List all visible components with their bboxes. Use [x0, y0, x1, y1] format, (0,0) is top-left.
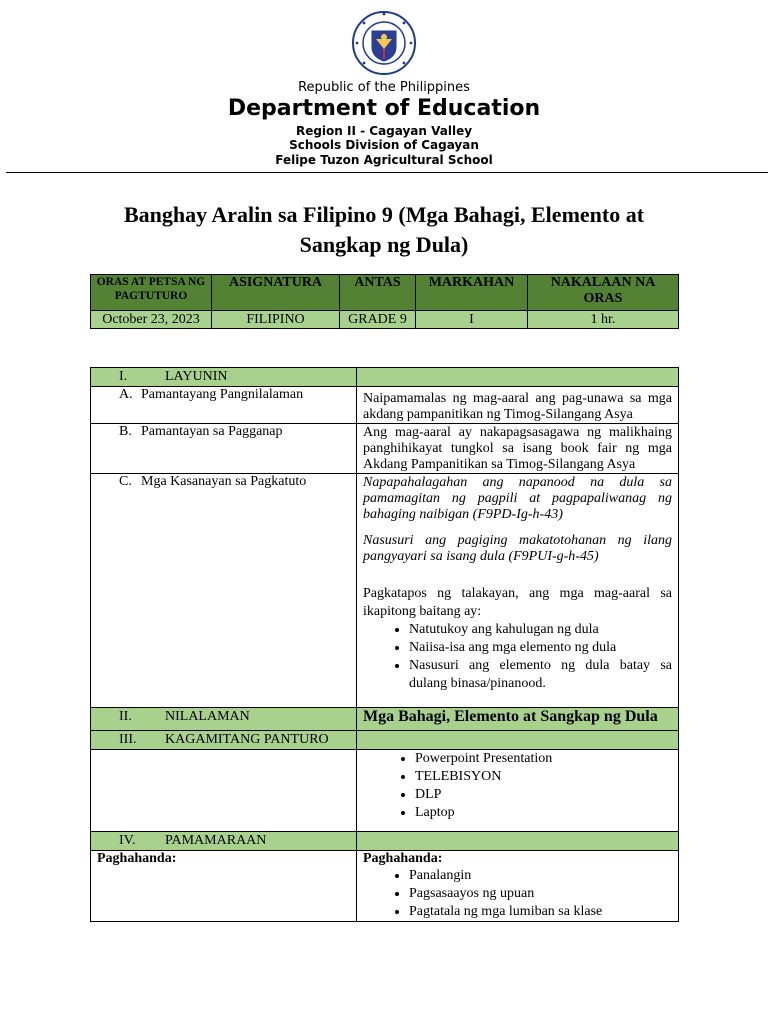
procedure-heading: Paghahanda: — [97, 851, 177, 866]
section-number: II. — [119, 709, 132, 724]
section-row-layunin — [91, 368, 679, 387]
header-divider — [6, 172, 768, 173]
schedule-header-cell: NAKALAAN NA ORAS — [528, 275, 679, 311]
lesson-plan-table — [90, 367, 679, 922]
section-label: KAGAMITANG PANTURO — [165, 732, 329, 747]
document-title-line2: Sangkap ng Dula) — [299, 232, 469, 257]
school-label: Felipe Tuzon Agricultural School — [275, 153, 493, 167]
division-label: Schools Division of Cagayan — [289, 138, 479, 152]
objective-text: Naipamamalas ng mag-aaral ang pag-unawa sa mga akdang pampanitikan ng Timog-Silangang Asya — [357, 387, 679, 424]
schedule-table — [90, 274, 679, 329]
schedule-value-row — [91, 311, 679, 329]
objective-number: C. — [119, 474, 132, 489]
objective-row-b — [91, 424, 679, 474]
competency-text: Nasusuri ang pagiging makatotohanan ng ilang pangyayari sa isang dula (F9PUI-g-h-45) — [363, 533, 672, 564]
objective-label: Pamantayang Pangnilalaman — [141, 387, 304, 402]
list-item: • TELEBISYON — [415, 768, 672, 786]
list-item: • DLP — [415, 786, 672, 804]
materials-list — [363, 750, 672, 822]
section-label: NILALAMAN — [165, 709, 250, 724]
schedule-duration: 1 hr. — [528, 311, 679, 329]
schedule-quarter: I — [416, 311, 528, 329]
list-item: • Pagtatala ng mga lumiban sa klase — [409, 903, 672, 921]
section-label: LAYUNIN — [165, 369, 228, 384]
section-label: PAMAMARAAN — [165, 833, 267, 848]
schedule-header-cell: ORAS AT PETSA NG PAGTUTURO — [91, 275, 212, 311]
schedule-header-row — [91, 275, 679, 311]
section-number: III. — [119, 732, 137, 747]
materials-row — [91, 750, 679, 832]
list-item: • Powerpoint Presentation — [415, 750, 672, 768]
schedule-date: October 23, 2023 — [91, 311, 212, 329]
list-item: • Panalangin — [409, 867, 672, 885]
competency-text: Napapahalagahan ang napanood na dula sa pamamagitan ng pagpili at pagpapaliwanag ng bahaging naibigan (F9PD-Ig-h-43) — [363, 475, 672, 522]
procedure-heading: Paghahanda: — [363, 851, 443, 866]
document-title-line1: Banghay Aralin sa Filipino 9 (Mga Bahagi, Elemento at — [123, 202, 645, 227]
section-row-pamamaraan — [91, 832, 679, 851]
deped-seal-icon — [352, 9, 416, 77]
list-item: • Pagsasaayos ng upuan — [409, 885, 672, 903]
document-title — [90, 200, 678, 260]
schedule-header-cell: ASIGNATURA — [212, 275, 340, 311]
objectives-intro: Pagkatapos ng talakayan, ang mga mag-aaral sa ikapitong baitang ay: — [363, 586, 672, 619]
republic-label: Republic of the Philippines — [298, 80, 470, 95]
objective-label: Mga Kasanayan sa Pagkatuto — [141, 474, 307, 489]
schedule-grade: GRADE 9 — [340, 311, 416, 329]
procedure-list — [363, 867, 672, 921]
list-item: • Natutukoy ang kahulugan ng dula — [409, 621, 672, 639]
section-row-nilalaman — [91, 708, 679, 731]
section-number: IV. — [119, 833, 136, 848]
objective-row-c — [91, 474, 679, 708]
list-item: • Laptop — [415, 804, 672, 822]
procedure-row — [91, 851, 679, 922]
objective-label: Pamantayan sa Pagganap — [141, 424, 283, 439]
list-item: • Nasusuri ang elemento ng dula batay sa dulang binasa/pinanood. — [409, 657, 672, 693]
schedule-subject: FILIPINO — [212, 311, 340, 329]
list-item: • Naiisa-isa ang mga elemento ng dula — [409, 639, 672, 657]
region-label: Region II - Cagayan Valley — [295, 124, 473, 138]
department-title: Department of Education — [227, 96, 541, 121]
objectives-list — [363, 621, 672, 693]
schedule-header-cell: ANTAS — [340, 275, 416, 311]
section-number: I. — [119, 369, 128, 384]
objective-number: B. — [119, 424, 132, 439]
lesson-content: Mga Bahagi, Elemento at Sangkap ng Dula — [357, 708, 679, 731]
objective-row-a — [91, 387, 679, 424]
objective-text: Ang mag-aaral ay nakapagsasagawa ng malikhaing panghihikayat tungkol sa isang book fair ng mga Akdang Pampanitikan sa Timog-Silangang Asya — [357, 424, 679, 474]
objective-number: A. — [119, 387, 133, 402]
schedule-header-cell: MARKAHAN — [416, 275, 528, 311]
section-row-kagamitan — [91, 731, 679, 750]
